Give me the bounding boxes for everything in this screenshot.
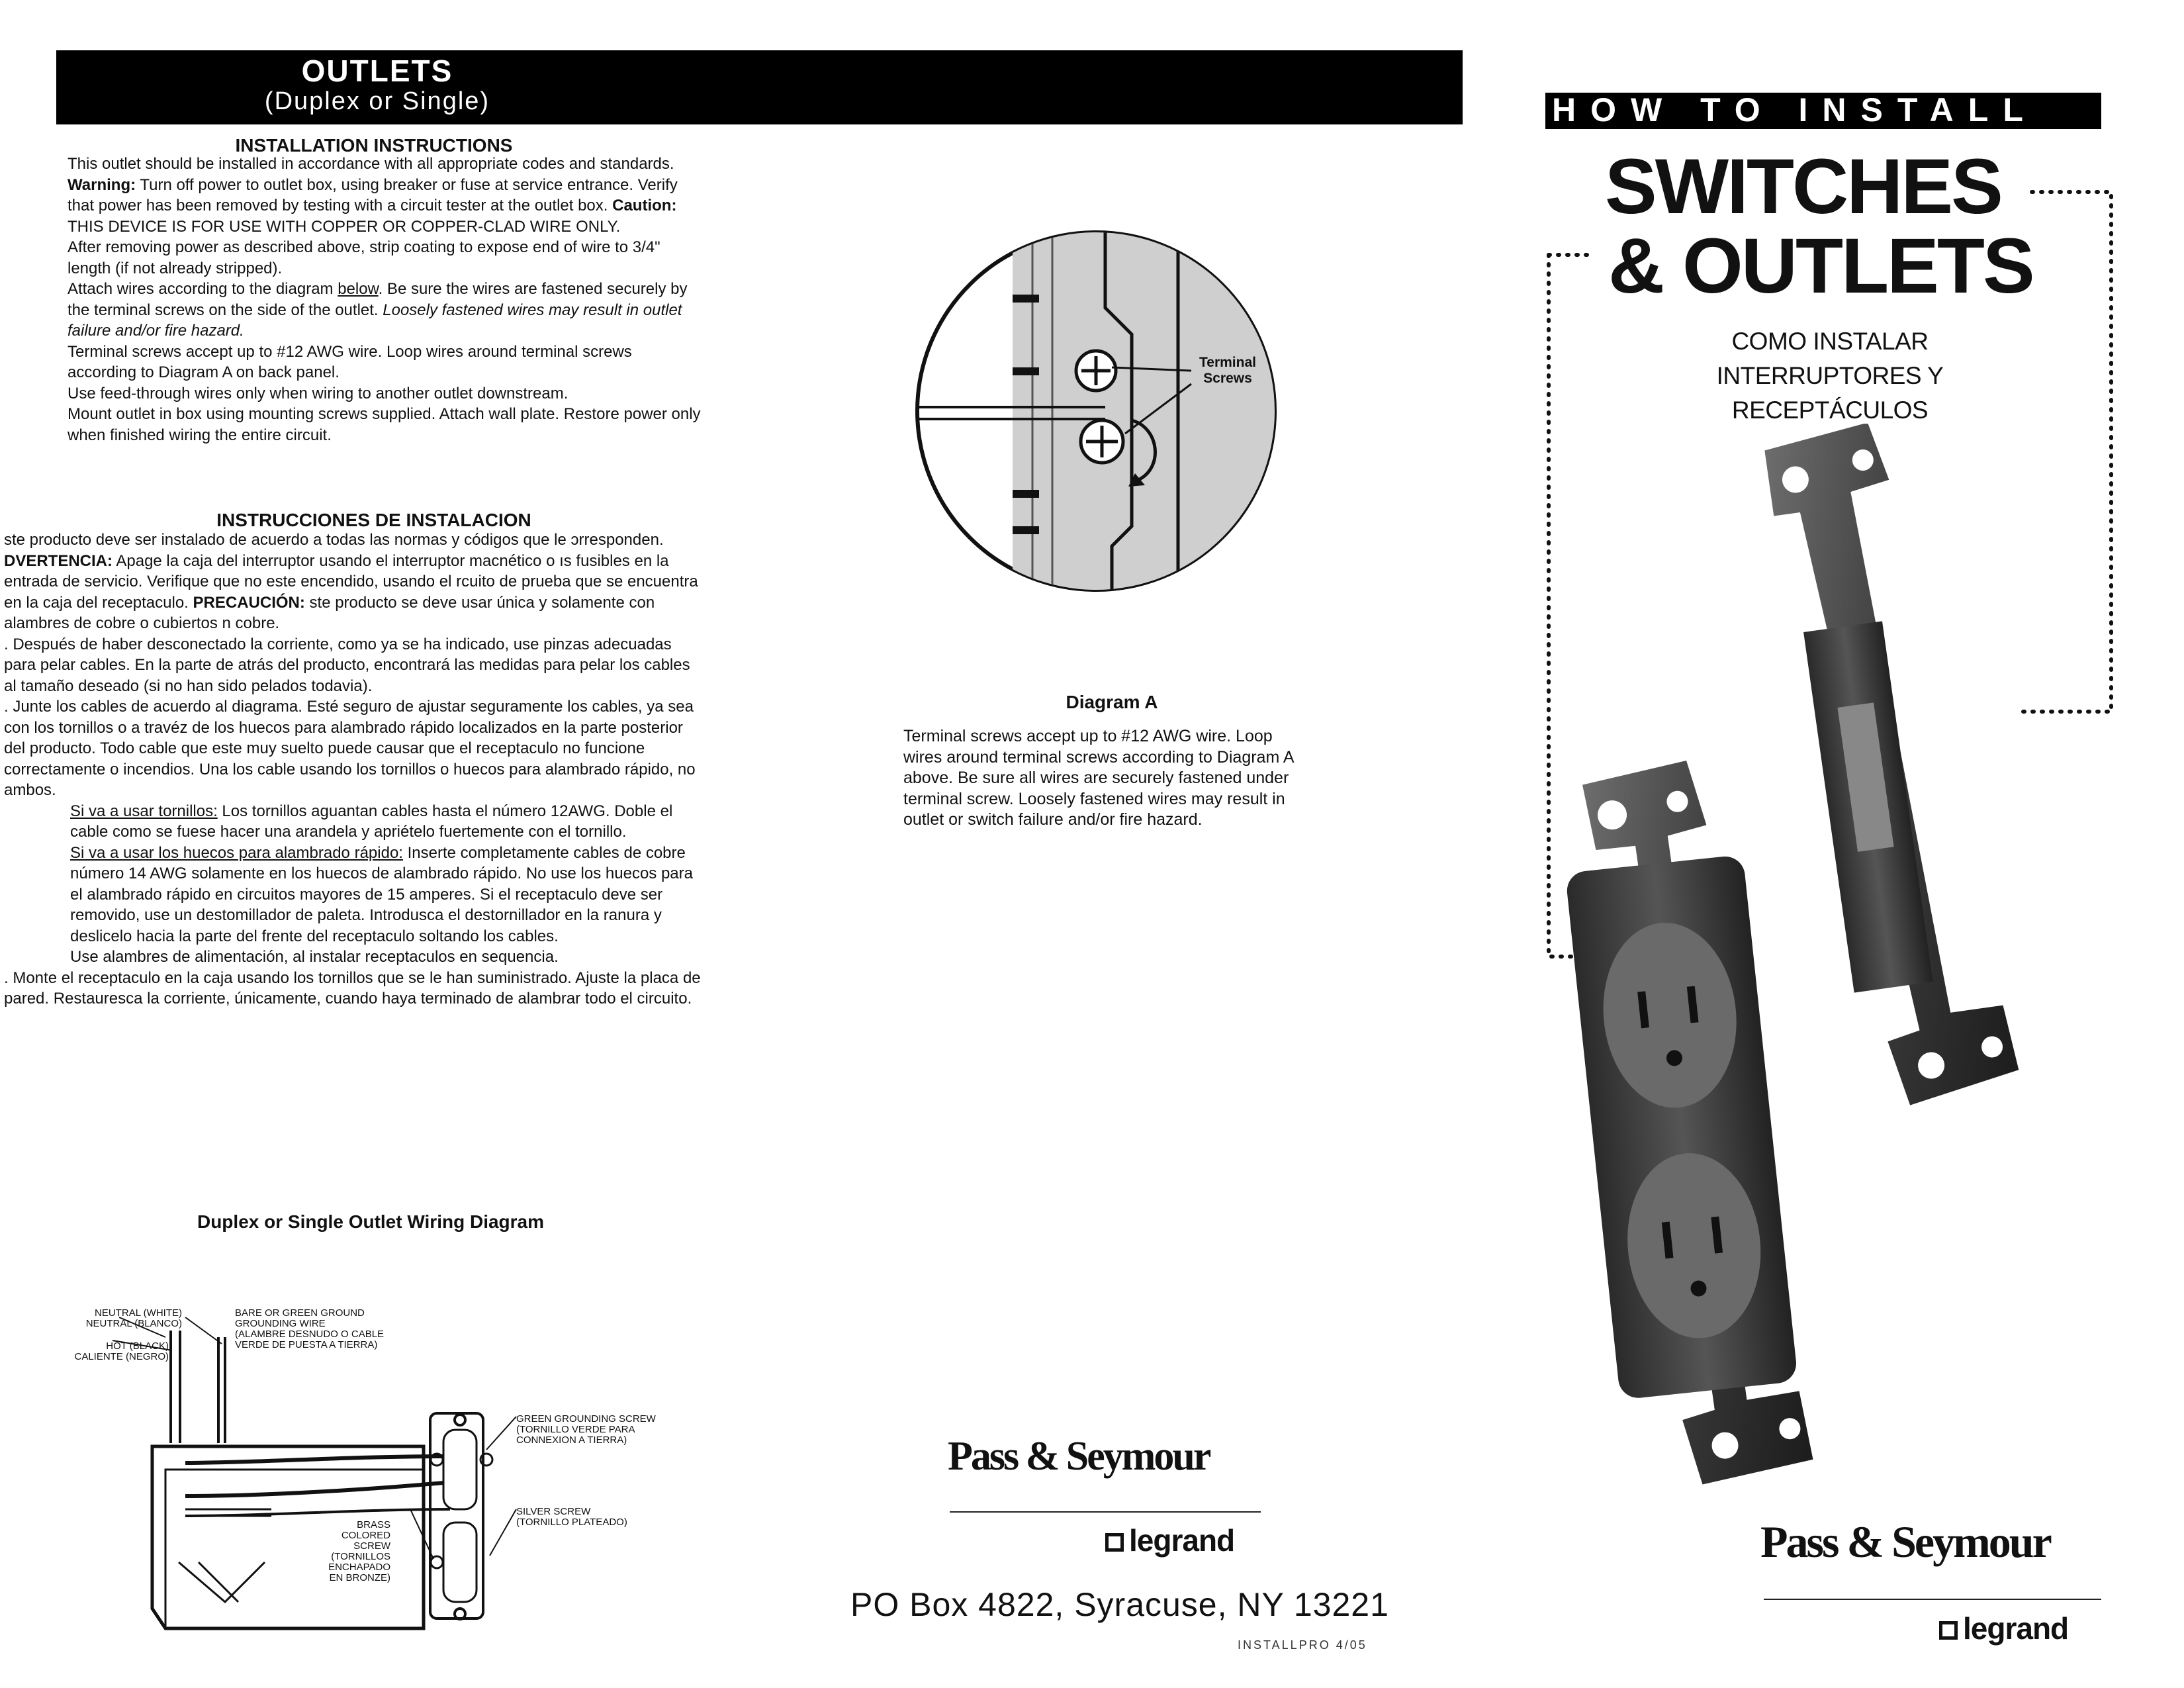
hot-wire-label: HOT (BLACK) CALIENTE (NEGRO) <box>74 1340 169 1362</box>
legrand-square-icon <box>1105 1533 1124 1552</box>
neutral-wire-label: NEUTRAL (WHITE) NEUTRAL (BLANCO) <box>85 1307 182 1329</box>
outlets-header-subtitle: (Duplex or Single) <box>264 87 490 115</box>
legrand-square-icon <box>1939 1621 1958 1640</box>
en-paragraph-2: After removing power as described above, strip coating to expose end of wire to 3/4" length (if not already stripped). <box>68 238 660 277</box>
ground-wire-label: BARE OR GREEN GROUND GROUNDING WIRE (ALAMBRE DESNUDO O CABLE VERDE DE PUESTA A TIERRA) <box>235 1307 385 1350</box>
brand-divider <box>950 1511 1261 1513</box>
es-paragraph-8: . Monte el receptaculo en la caja usando los tornillos que se le han suministrado. Ajuste la placa de pared. Restauresca la corriente, únicamente, cuando haya terminado de alambrar todo el circuito. <box>4 968 701 1008</box>
es-paragraph-1: ste producto deve ser instalado de acuerdo a todas las normas y códigos que le ɔrresponden. <box>4 531 664 549</box>
brand-divider-right <box>1764 1599 2101 1600</box>
legrand-logo: legrand <box>1105 1523 1234 1558</box>
pass-seymour-logo-right: Pass & Seymour <box>1760 1517 2050 1567</box>
legrand-logo-right: legrand <box>1939 1611 2068 1646</box>
document-code: INSTALLPRO 4/05 <box>1238 1638 1367 1652</box>
toggle-switch-image <box>1763 424 2022 1113</box>
terminal-screws-label: Terminal Screws <box>1199 355 1256 386</box>
title-outlets: & OUTLETS <box>1608 222 2033 310</box>
es-paragraph-2: DVERTENCIA: Apage la caja del interruptor usando el interruptor macnético o ıs fusibles en la entrada de servicio. Verifique que no este encendido, usando el rcuito de prueba que se encuentra en la caja del receptaculo. PRECAUCIÓN: ste producto se deve usar única y solamente con alambres de cobre o cubiertos n cobre. <box>4 551 698 632</box>
en-paragraph-6: Mount outlet in box using mounting screws supplied. Attach wall plate. Restore power only when finished wiring the entire circuit. <box>68 405 701 444</box>
diagram-a-title: Diagram A <box>1066 692 1158 712</box>
how-to-install-heading: HOW TO INSTALL <box>1552 91 2038 128</box>
es-paragraph-3: . Después de haber desconectado la corriente, como ya se ha indicado, use pinzas adecuadas para pelar cables. En la parte de atrás del producto, encontrará las medidas para pelar los cables al tamaño deseado (si no han sido pelados todavia). <box>4 635 690 695</box>
spanish-instructions-heading: INSTRUCCIONES DE INSTALACION <box>216 510 531 530</box>
spanish-instructions <box>4 530 705 1009</box>
pass-seymour-logo: Pass & Seymour <box>948 1434 1210 1479</box>
en-paragraph-5: Use feed-through wires only when wiring to another outlet downstream. <box>68 384 569 402</box>
caution-label: Caution: <box>612 197 677 214</box>
brass-screw-label: BRASS COLORED SCREW (TORNILLOS ENCHAPADO EN BRONZE) <box>328 1519 390 1583</box>
en-paragraph-3: Attach wires according to the diagram below. Be sure the wires are fastened securely by the terminal screws on the side of the outlet. Loosely fastened wires may result in outlet failure and/or fire hazard. <box>68 280 688 340</box>
en-paragraph-4: Terminal screws accept up to #12 AWG wire. Loop wires around terminal screws according to Diagram A on back panel. <box>68 342 632 381</box>
en-paragraph-1: This outlet should be installed in accordance with all appropriate codes and standards. Warning: Turn off power to outlet box, using breaker or fuse at service entrance. Verify that power has been removed by testing with a circuit tester at the outlet box. Caution: THIS DEVICE IS FOR USE WITH COPPER OR COPPER-CLAD WIRE ONLY. <box>68 155 678 236</box>
es-paragraph-5: Si va a usar tornillos: Los tornillos aguantan cables hasta el número 12AWG. Doble el cable como se fuese hacer una arandela y apriételo fuertemente con el tornillo. <box>70 802 673 841</box>
spanish-title: COMO INSTALAR INTERRUPTORES Y RECEPTÁCULOS <box>1716 328 1944 424</box>
green-screw-label: GREEN GROUNDING SCREW (TORNILLO VERDE PARA CONNEXION A TIERRA) <box>516 1413 656 1446</box>
english-instructions <box>68 154 703 445</box>
switch-and-outlet-photo <box>1562 424 2118 1496</box>
warning-label: Warning: <box>68 175 136 194</box>
diagram-a-text: Terminal screws accept up to #12 AWG wire. Loop wires around terminal screws according to Diagram A above. Be sure all wires are securely fastened under terminal screw. Loosely fastened wires may result in outlet or switch failure and/or fire hazard. <box>903 727 1294 829</box>
mailing-address: PO Box 4822, Syracuse, NY 13221 <box>850 1586 1389 1623</box>
duplex-outlet-image <box>1562 755 1815 1492</box>
diagram-a-illustration <box>913 228 1284 626</box>
es-paragraph-6: Si va a usar los huecos para alambrado rápido: Inserte completamente cables de cobre número 14 AWG solamente en los huecos de alambrado rápido. No use los huecos para el alambrado rápido en circuitos mayores de 15 amperes. Si el receptaculo deve ser removido, use un destomillador de paleta. Introdusca el destornillador en la ranura y deslicelo hacia la parte del frente del receptaculo soltando los cables. <box>70 843 693 945</box>
silver-screw-label: SILVER SCREW (TORNILLO PLATEADO) <box>516 1506 627 1528</box>
title-switches: SWITCHES <box>1605 143 2001 230</box>
es-paragraph-7: Use alambres de alimentación, al instalar receptaculos en sequencia. <box>70 948 559 966</box>
outlets-header-title: OUTLETS <box>301 54 453 88</box>
wiring-diagram-title: Duplex or Single Outlet Wiring Diagram <box>197 1211 545 1232</box>
es-paragraph-4: . Junte los cables de acuerdo al diagrama. Esté seguro de ajustar seguramente los cables, ya sea con los tornillos o a travéz de los huecos para alambrado rápido localizados en la parte posterior del producto. Todo cable que este muy suelto puede causar que el receptaculo no funcione correctamente o incendios. Una los cable usando los tornillos o huecos para alambrado rápido, no ambos. <box>4 698 696 799</box>
installation-instructions-heading: INSTALLATION INSTRUCTIONS <box>235 135 513 156</box>
